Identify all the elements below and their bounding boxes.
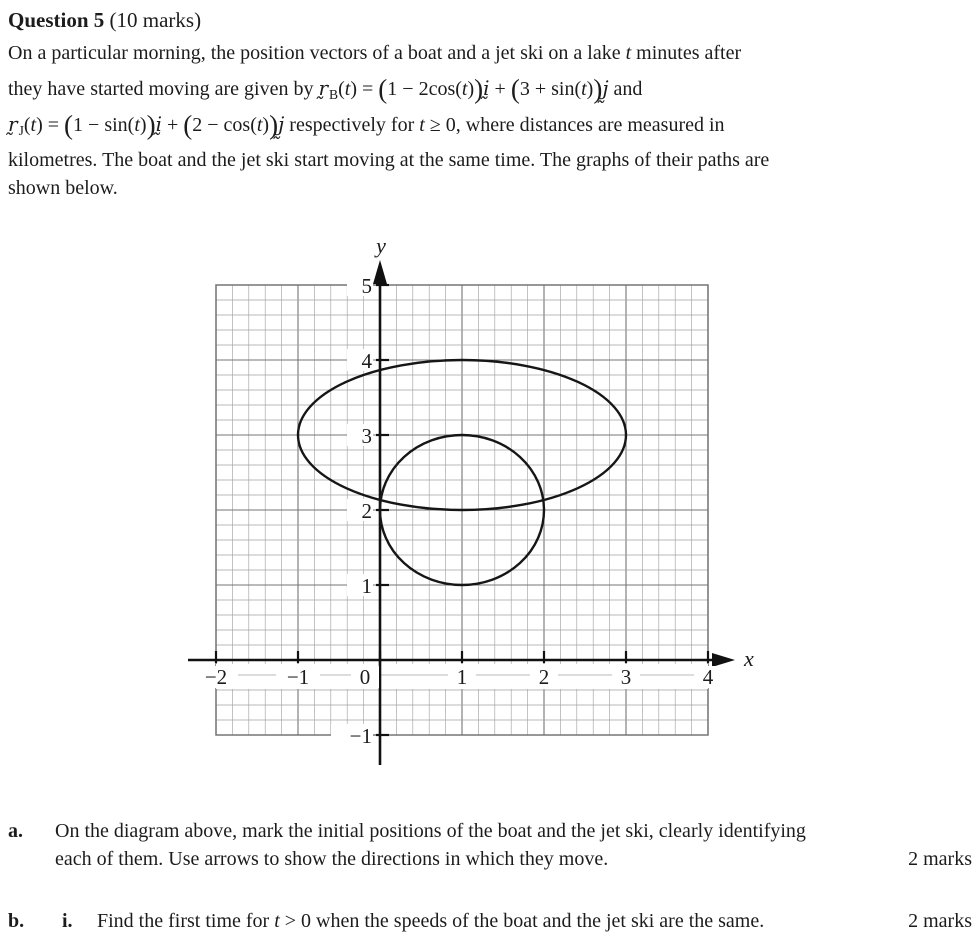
- intro-line-1: On a particular morning, the position vectors of a boat and a jet ski on a lake t minutes after: [8, 42, 742, 64]
- intro-line-2: they have started moving are given by $r̰_B(t) = (1$ − 2cos(t))ḭ + (3 + sin(t))j̰ and: [8, 74, 643, 104]
- part-a-label: a.: [8, 820, 23, 842]
- intro-line-5: shown below.: [8, 177, 118, 199]
- intro-line-3: $r̰_J(t) = (1$ − sin(t))ḭ + (2 − cos(t))j̰ respectively for t ≥ 0, where distances are measured in: [8, 110, 725, 140]
- y-tick-label: 2: [361, 499, 372, 523]
- x-tick-label: 3: [620, 665, 632, 689]
- part-a-text-line-1: On the diagram above, mark the initial positions of the boat and the jet ski, clearly identifying: [55, 820, 806, 842]
- x-axis-arrowhead-icon: [712, 653, 735, 667]
- y-tick-label: 1: [361, 574, 372, 598]
- x-axis-name-label: x: [744, 646, 754, 671]
- question-marks-total: (10 marks): [104, 8, 202, 32]
- part-b-marks-badge: 2 marks: [908, 910, 972, 932]
- question-title: [8, 8, 201, 33]
- y-tick-label: 5: [361, 274, 372, 298]
- x-tick-label: 1: [456, 665, 468, 689]
- x-tick-label: −1: [286, 665, 310, 689]
- x-tick-label: 4: [702, 665, 714, 689]
- intro-line-4: kilometres. The boat and the jet ski start moving at the same time. The graphs of their paths are: [8, 149, 770, 171]
- part-a-text-line-2: each of them. Use arrows to show the directions in which they move.: [55, 848, 609, 870]
- x-tick-label: 2: [538, 665, 550, 689]
- part-b-i-label: i.: [62, 910, 73, 932]
- y-axis-name-label: y: [376, 233, 386, 258]
- part-a-marks-badge: 2 marks: [908, 848, 972, 870]
- part-b-i-text: Find the first time for t > 0 when the speeds of the boat and the jet ski are the same.: [97, 910, 765, 932]
- part-b-label: b.: [8, 910, 25, 932]
- y-tick-label: 4: [361, 349, 372, 373]
- y-tick-label: 3: [361, 424, 372, 448]
- y-tick-label: −1: [349, 724, 372, 748]
- path-graph-svg: [150, 228, 790, 808]
- question-number: Question 5: [8, 8, 105, 32]
- y-axis-arrowhead-icon: [373, 260, 387, 284]
- x-tick-label: −2: [204, 665, 228, 689]
- x-tick-label: 0: [359, 665, 371, 689]
